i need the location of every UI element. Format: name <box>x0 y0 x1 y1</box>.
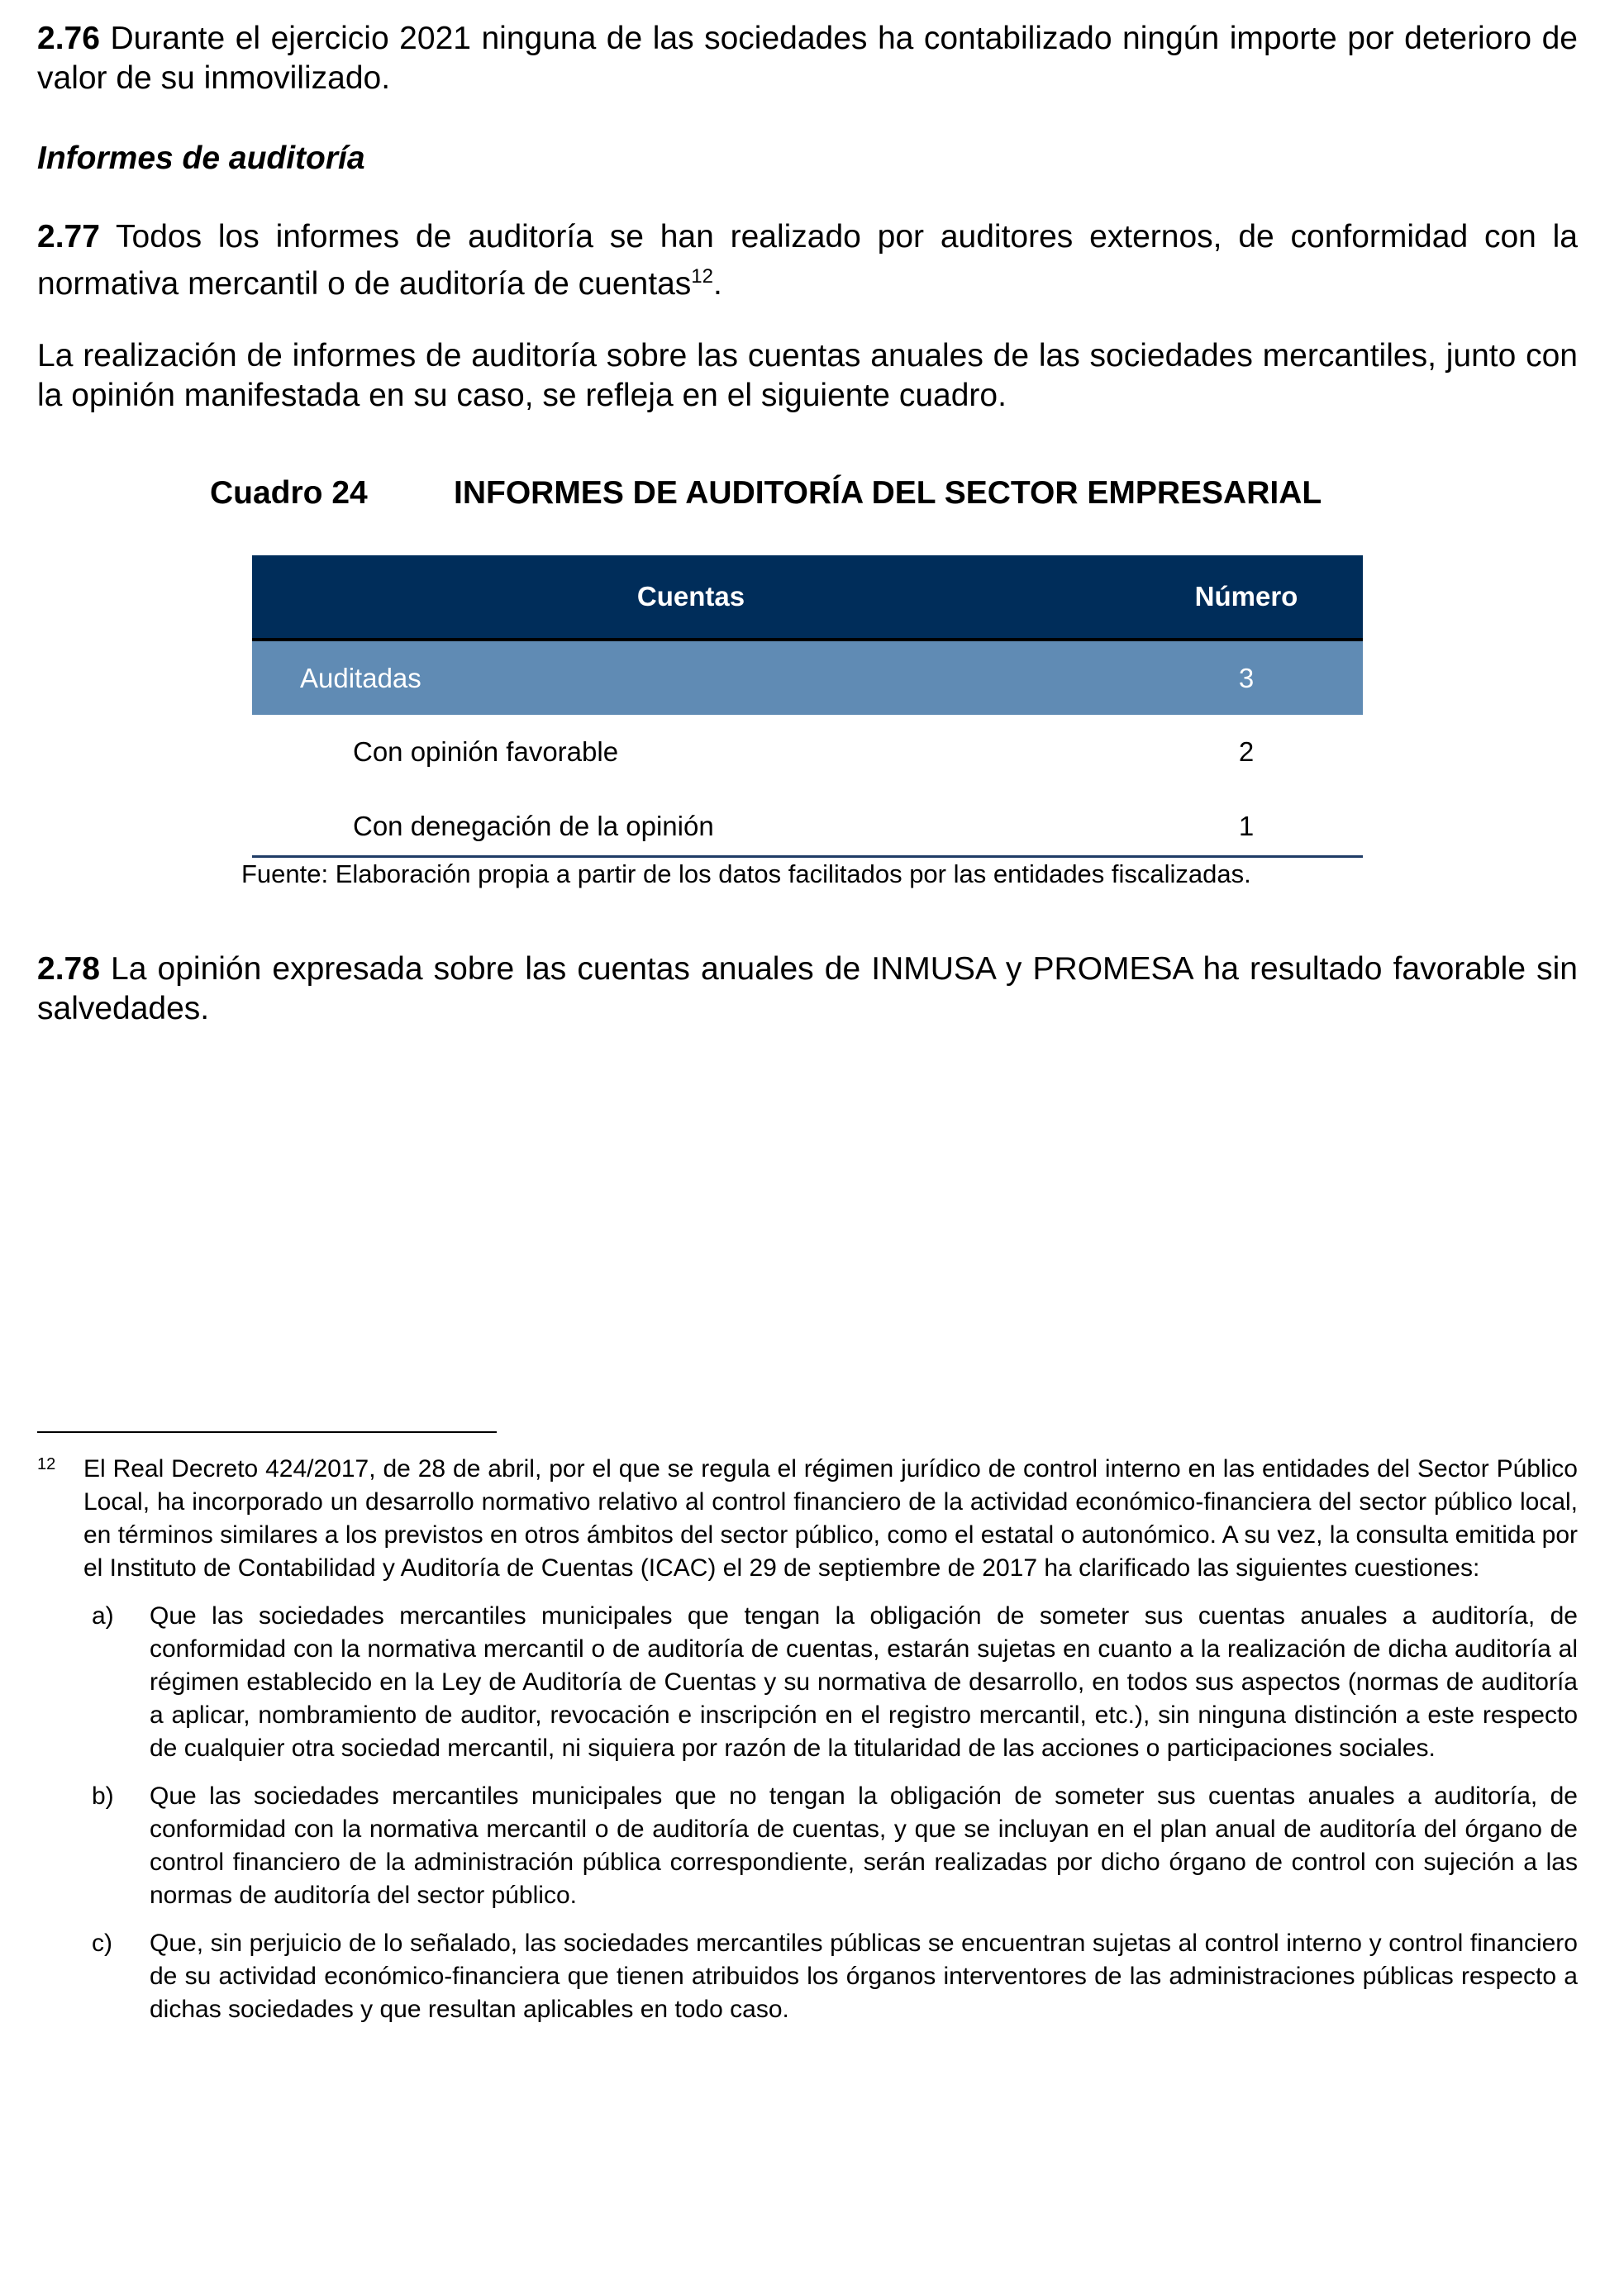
item-text: Que las sociedades mercantiles municipales que no tengan la obligación de someter sus cuentas anuales a auditoría, de conformidad con la normativa mercantil o de auditoría de cuentas, y que se incluyan en el plan anual de auditoría del órgano de control financiero de la administración pública correspondiente, serán realizadas por dicho órgano de control con sujeción a las normas de auditoría del sector público. <box>150 1782 1578 1909</box>
footnote-item <box>83 1927 1578 2026</box>
footnote-item <box>83 1780 1578 1912</box>
row-value: 3 <box>1130 640 1363 715</box>
paragraph-text: La opinión expresada sobre las cuentas anuales de INMUSA y PROMESA ha resultado favorable sin salvedades. <box>37 951 1578 1026</box>
table-row <box>252 640 1363 715</box>
item-letter: a) <box>92 1602 114 1630</box>
footnote-number: 12 <box>37 1455 56 1473</box>
header-cuentas: Cuentas <box>252 555 1130 640</box>
item-text: Que, sin perjuicio de lo señalado, las sociedades mercantiles públicas se encuentran sujetas al control interno y control financiero de su actividad económico-financiera que tienen atribuidos los órganos interventores de las administraciones públicas respecto a dichas sociedades y que resultan aplicables en todo caso. <box>150 1930 1578 2023</box>
item-letter: c) <box>92 1930 112 1957</box>
row-label: Con opinión favorable <box>353 736 619 767</box>
footnote <box>37 1453 1578 2026</box>
paragraph-text: Durante el ejercicio 2021 ninguna de las sociedades ha contabilizado ningún importe por deterioro de valor de su inmovilizado. <box>37 21 1578 96</box>
table-source: Fuente: Elaboración propia a partir de los datos facilitados por las entidades fiscalizadas. <box>241 859 1251 888</box>
paragraph-2-77-b: La realización de informes de auditoría sobre las cuentas anuales de las sociedades mercantiles, junto con la opinión manifestada en su caso, se refleja en el siguiente cuadro. <box>37 338 1578 413</box>
paragraph-end: . <box>712 266 722 302</box>
paragraph-2-76 <box>37 19 1578 98</box>
paragraph-number: 2.77 <box>37 219 100 255</box>
row-value: 1 <box>1238 811 1255 841</box>
table-row <box>252 789 1363 864</box>
footnote-text: El Real Decreto 424/2017, de 28 de abril, por el que se regula el régimen jurídico de control interno en las entidades del Sector Público Local, ha incorporado un desarrollo normativo relativo al control financiero de la actividad económico-financiera del sector público local, en términos similares a los previstos en otros ámbitos del sector público, como el estatal o autonómico. A su vez, la consulta emitida por el Instituto de Contabilidad y Auditoría de Cuentas (ICAC) el 29 de septiembre de 2017 ha clarificado las siguientes cuestiones: <box>83 1455 1578 1582</box>
footnote-item <box>83 1600 1578 1765</box>
paragraph-number: 2.78 <box>37 951 100 987</box>
table-caption-title: INFORMES DE AUDITORÍA DEL SECTOR EMPRESARIAL <box>454 475 1322 511</box>
table-caption-number: Cuadro 24 <box>210 475 368 511</box>
row-value: 2 <box>1238 736 1255 767</box>
footnote-separator <box>37 1431 497 1433</box>
table-bottom-rule <box>252 855 1363 858</box>
footnote-ref[interactable]: 12 <box>691 265 713 288</box>
item-letter: b) <box>92 1782 114 1810</box>
row-label: Con denegación de la opinión <box>353 811 714 841</box>
paragraph-2-78 <box>37 949 1578 1029</box>
table-row <box>252 715 1363 789</box>
audit-reports-table <box>252 555 1363 864</box>
row-label: Auditadas <box>252 640 1130 715</box>
item-text: Que las sociedades mercantiles municipales que tengan la obligación de someter sus cuentas anuales a auditoría, de conformidad con la normativa mercantil o de auditoría de cuentas, estarán sujetas en cuanto a la realización de dicha auditoría al régimen establecido en la Ley de Auditoría de Cuentas y su normativa de desarrollo, en todos sus aspectos (normas de auditoría a aplicar, nombramiento de auditor, revocación e inscripción en el registro mercantil, etc.), sin ninguna distinción a este respecto de cualquier otra sociedad mercantil, ni siquiera por razón de la titularidad de las acciones o participaciones sociales. <box>150 1602 1578 1762</box>
header-numero: Número <box>1130 555 1363 640</box>
paragraph-text: Todos los informes de auditoría se han realizado por auditores externos, de conformidad con la normativa mercantil o de auditoría de cuentas <box>37 219 1578 302</box>
paragraph-number: 2.76 <box>37 21 100 56</box>
paragraph-2-77 <box>37 217 1578 304</box>
table-header-row <box>252 555 1363 640</box>
section-heading: Informes de auditoría <box>37 140 365 176</box>
